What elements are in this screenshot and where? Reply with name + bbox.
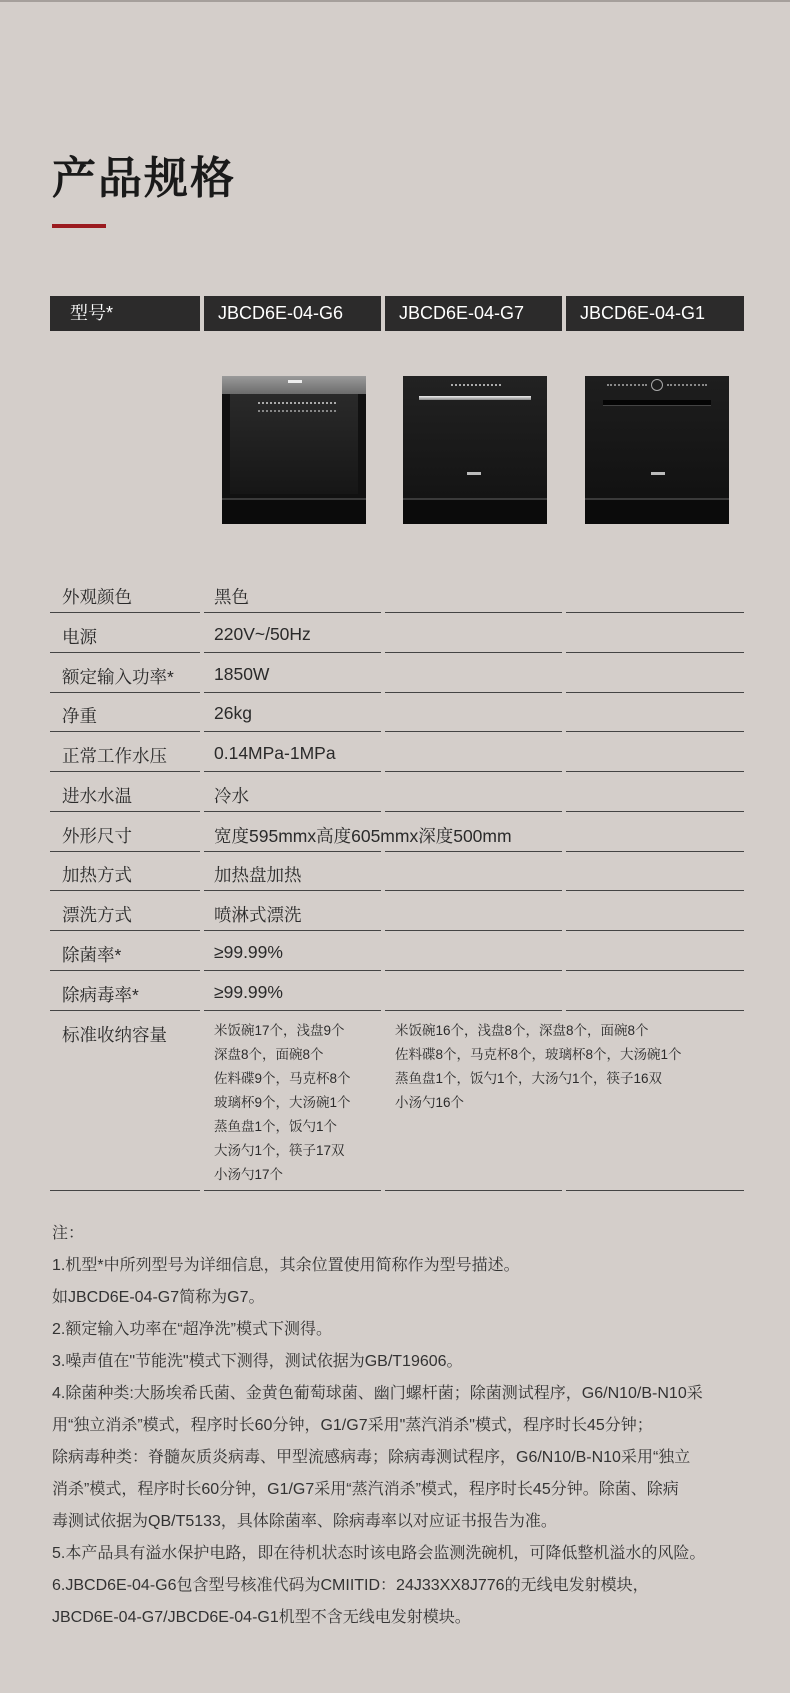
- spec-row: [50, 933, 744, 971]
- spec-row: [50, 774, 744, 812]
- spec-row: [50, 814, 744, 852]
- note-line: 4.除菌种类:大肠埃希氏菌、金黄色葡萄球菌、幽门螺杆菌；除菌测试程序，G6/N10/B-N10采: [52, 1385, 703, 1402]
- spec-row: [50, 973, 744, 1011]
- spec-row: [50, 655, 744, 693]
- note-line: 消杀”模式，程序时长60分钟，G1/G7采用“蒸汽消杀”模式，程序时长45分钟。除菌、除病: [52, 1481, 679, 1498]
- note-line: 毒测试依据为QB/T5133，具体除菌率、除病毒率以对应证书报告为准。: [52, 1513, 557, 1530]
- note-line: 注：: [52, 1225, 85, 1242]
- spec-value: 冷水: [214, 786, 249, 806]
- note-line: 1.机型*中所列型号为详细信息，其余位置使用简称作为型号描述。: [52, 1257, 520, 1274]
- spec-row: [50, 575, 744, 613]
- spec-row: [50, 615, 744, 653]
- note-line: 3.噪声值在"节能洗"模式下测得，测试依据为GB/T19606。: [52, 1353, 463, 1370]
- spec-label: 正常工作水压: [62, 746, 167, 766]
- model-header-label: 型号*: [50, 296, 200, 331]
- note-line: 5.本产品具有溢水保护电路，即在待机状态时该电路会监测洗碗机，可降低整机溢水的风险。: [52, 1545, 706, 1562]
- spec-row: [50, 694, 744, 732]
- capacity-g6: 米饭碗17个，浅盘9个 深盘8个，面碗8个 佐料碟9个，马克杯8个 玻璃杯9个，大汤碗1个 蒸鱼盘1个，饭勺1个 大汤勺1个，筷子17双 小汤勺17个: [214, 1023, 351, 1182]
- note-line: 如JBCD6E-04-G7简称为G7。: [52, 1289, 265, 1306]
- spec-label: 电源: [62, 627, 97, 647]
- spec-value: 加热盘加热: [214, 865, 302, 885]
- capacity-g7: 米饭碗16个，浅盘8个，深盘8个，面碗8个 佐料碟8个，马克杯8个，玻璃杯8个，大汤碗1个 蒸鱼盘1个，饭勺1个，大汤勺1个，筷子16双 小汤勺16个: [395, 1023, 682, 1110]
- spec-value: 1850W: [214, 664, 270, 684]
- spec-label: 加热方式: [62, 865, 132, 885]
- product-image-g7: [403, 376, 547, 524]
- spec-value: 220V~/50Hz: [214, 624, 311, 644]
- product-image-g6: [222, 376, 366, 524]
- model-header-g6: JBCD6E-04-G6: [204, 296, 381, 331]
- note-line: 用“独立消杀”模式，程序时长60分钟，G1/G7采用"蒸汽消杀"模式，程序时长45分钟；: [52, 1417, 653, 1434]
- capacity-row: [50, 1013, 744, 1191]
- spec-label: 净重: [62, 706, 97, 726]
- notes-section: [52, 1218, 752, 1634]
- spec-value: 黑色: [214, 587, 249, 607]
- spec-label: 进水水温: [62, 786, 132, 806]
- spec-label: 除病毒率*: [62, 985, 139, 1005]
- spec-label: 除菌率*: [62, 945, 122, 965]
- note-line: 2.额定输入功率在“超净洗”模式下测得。: [52, 1321, 333, 1338]
- capacity-label: 标准收纳容量: [62, 1025, 167, 1045]
- spec-value: 0.14MPa-1MPa: [214, 743, 336, 763]
- product-image-g1: [585, 376, 729, 524]
- spec-label: 额定输入功率*: [62, 667, 174, 687]
- spec-value: ≥99.99%: [214, 942, 283, 962]
- model-header-g7: JBCD6E-04-G7: [385, 296, 562, 331]
- spec-value: 26kg: [214, 703, 252, 723]
- spec-label: 外形尺寸: [62, 826, 132, 846]
- spec-label: 外观颜色: [62, 587, 132, 607]
- title-accent-bar: [52, 224, 106, 228]
- note-line: JBCD6E-04-G7/JBCD6E-04-G1机型不含无线电发射模块。: [52, 1609, 471, 1626]
- spec-row: [50, 853, 744, 891]
- page-title: 产品规格: [52, 154, 236, 203]
- spec-value: 喷淋式漂洗: [214, 905, 302, 925]
- spec-row: [50, 734, 744, 772]
- spec-value: 宽度595mmx高度605mmx深度500mm: [214, 826, 512, 846]
- model-header-g1: JBCD6E-04-G1: [566, 296, 744, 331]
- spec-label: 漂洗方式: [62, 905, 132, 925]
- note-line: 6.JBCD6E-04-G6包含型号核准代码为CMIITID：24J33XX8J776的无线电发射模块，: [52, 1577, 649, 1594]
- note-line: 除病毒种类：脊髓灰质炎病毒、甲型流感病毒；除病毒测试程序，G6/N10/B-N10采用“独立: [52, 1449, 691, 1466]
- spec-value: ≥99.99%: [214, 982, 283, 1002]
- spec-row: [50, 893, 744, 931]
- top-divider: [0, 0, 790, 2]
